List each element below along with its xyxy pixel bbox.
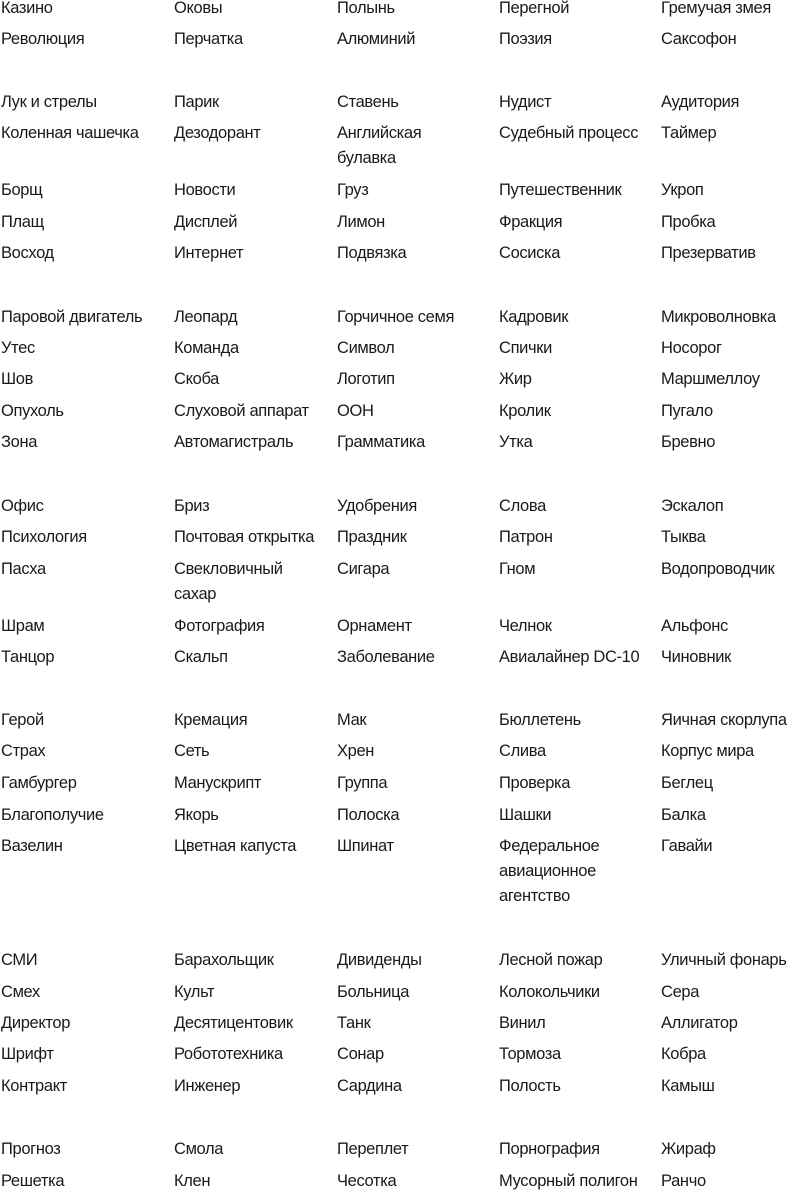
word-cell: Уличный фонарь <box>661 951 787 969</box>
word-cell: Казино <box>1 0 53 17</box>
word-cell: Офис <box>1 497 44 515</box>
word-cell: Лесной пожар <box>499 951 603 969</box>
word-row <box>0 708 790 734</box>
word-cell: Барахольщик <box>174 951 274 969</box>
word-cell: Кремация <box>174 711 248 729</box>
word-row <box>0 1074 790 1100</box>
word-cell: Балка <box>661 806 706 824</box>
word-cell: Инженер <box>174 1077 241 1095</box>
word-row <box>0 1137 790 1163</box>
word-cell: Патрон <box>499 528 553 546</box>
word-cell: Аллигатор <box>661 1014 738 1032</box>
word-cell: Авиалайнер DC-10 <box>499 648 640 666</box>
word-cell: Носорог <box>661 339 722 357</box>
word-cell: Яичная скорлупа <box>661 711 787 729</box>
word-cell: Культ <box>174 983 215 1001</box>
word-cell: Ранчо <box>661 1172 706 1190</box>
word-cell: Винил <box>499 1014 546 1032</box>
word-row <box>0 305 790 331</box>
word-cell: Порнография <box>499 1140 600 1158</box>
word-cell: Интернет <box>174 244 244 262</box>
word-cell: Сера <box>661 983 700 1001</box>
word-cell: Презерватив <box>661 244 756 262</box>
word-cell: Робототехника <box>174 1045 283 1063</box>
word-cell: Мак <box>337 711 367 729</box>
word-cell: Манускрипт <box>174 774 262 792</box>
word-row <box>0 367 790 393</box>
word-cell: Тыква <box>661 528 706 546</box>
word-cell: Праздник <box>337 528 407 546</box>
word-cell: Колокольчики <box>499 983 600 1001</box>
word-cell: Эскалоп <box>661 497 724 515</box>
word-cell: Борщ <box>1 181 43 199</box>
word-row <box>0 803 790 829</box>
word-cell: Проверка <box>499 774 571 792</box>
word-cell: Кадровик <box>499 308 569 326</box>
word-cell: Гавайи <box>661 837 713 855</box>
word-row <box>0 739 790 765</box>
word-cell: Ставень <box>337 93 399 111</box>
word-cell: Судебный процесс <box>499 124 639 142</box>
word-cell: Благополучие <box>1 806 104 824</box>
word-cell: Кролик <box>499 402 551 420</box>
word-cell: Микроволновка <box>661 308 776 326</box>
word-row <box>0 241 790 267</box>
word-cell: Почтовая открытка <box>174 528 315 546</box>
word-row <box>0 336 790 362</box>
word-cell: Саксофон <box>661 30 737 48</box>
word-cell: Директор <box>1 1014 71 1032</box>
word-cell: Леопард <box>174 308 238 326</box>
word-cell: Удобрения <box>337 497 417 515</box>
word-cell: Жир <box>499 370 532 388</box>
word-row <box>0 948 790 974</box>
word-row <box>0 1169 790 1195</box>
word-cell: Герой <box>1 711 44 729</box>
word-cell: СМИ <box>1 951 38 969</box>
word-row <box>0 0 790 22</box>
word-cell: Чиновник <box>661 648 732 666</box>
word-cell: Парик <box>174 93 219 111</box>
word-row <box>0 557 790 603</box>
word-cell: Символ <box>337 339 395 357</box>
word-row <box>0 834 790 905</box>
word-cell: Смех <box>1 983 40 1001</box>
word-row <box>0 645 790 671</box>
word-cell: Гремучая змея <box>661 0 771 17</box>
word-row <box>0 494 790 520</box>
word-cell: Алюминий <box>337 30 416 48</box>
word-cell: Беглец <box>661 774 713 792</box>
word-cell: Путешественник <box>499 181 622 199</box>
word-cell: Таймер <box>661 124 717 142</box>
word-cell: Прогноз <box>1 1140 61 1158</box>
word-cell: Дисплей <box>174 213 238 231</box>
word-row <box>0 980 790 1006</box>
word-cell: Решетка <box>1 1172 65 1190</box>
word-cell: Танк <box>337 1014 371 1032</box>
word-cell: Груз <box>337 181 369 199</box>
word-cell: Скоба <box>174 370 219 388</box>
word-cell: Бриз <box>174 497 210 515</box>
word-cell: Оковы <box>174 0 223 17</box>
word-cell: Корпус мира <box>661 742 754 760</box>
word-cell: Сигара <box>337 560 390 578</box>
word-cell: Подвязка <box>337 244 407 262</box>
word-row <box>0 430 790 456</box>
word-row <box>0 178 790 204</box>
word-cell: Полоска <box>337 806 400 824</box>
word-cell: Дезодорант <box>174 124 261 142</box>
word-cell: Утка <box>499 433 533 451</box>
word-cell: Цветная капуста <box>174 837 297 855</box>
word-cell: Федеральное авиационное агентство <box>499 837 600 905</box>
word-cell: Челнок <box>499 617 552 635</box>
word-cell: Команда <box>174 339 239 357</box>
word-cell: Революция <box>1 30 85 48</box>
word-cell: Шов <box>1 370 34 388</box>
word-cell: Клен <box>174 1172 211 1190</box>
word-cell: Вазелин <box>1 837 63 855</box>
word-cell: Якорь <box>174 806 219 824</box>
word-cell: Сеть <box>174 742 210 760</box>
word-cell: Слова <box>499 497 546 515</box>
word-cell: Бревно <box>661 433 716 451</box>
word-cell: Паровой двигатель <box>1 308 143 326</box>
word-cell: Шашки <box>499 806 552 824</box>
word-cell: Грамматика <box>337 433 425 451</box>
word-cell: Зона <box>1 433 38 451</box>
word-row <box>0 614 790 640</box>
word-cell: Лимон <box>337 213 385 231</box>
word-cell: Плащ <box>1 213 44 231</box>
word-cell: Кобра <box>661 1045 706 1063</box>
word-cell: Перегной <box>499 0 570 17</box>
word-cell: Горчичное семя <box>337 308 455 326</box>
word-cell: ООН <box>337 402 374 420</box>
word-cell: Танцор <box>1 648 55 666</box>
word-cell: Орнамент <box>337 617 412 635</box>
word-cell: Восход <box>1 244 54 262</box>
word-cell: Слуховой аппарат <box>174 402 309 420</box>
word-cell: Переплет <box>337 1140 409 1158</box>
word-row <box>0 210 790 236</box>
word-cell: Перчатка <box>174 30 243 48</box>
word-cell: Психология <box>1 528 87 546</box>
word-cell: Новости <box>174 181 236 199</box>
word-cell: Десятицентовик <box>174 1014 293 1032</box>
word-row <box>0 90 790 116</box>
word-row <box>0 1042 790 1068</box>
word-row <box>0 525 790 551</box>
word-cell: Шрифт <box>1 1045 54 1063</box>
word-row <box>0 771 790 797</box>
word-cell: Полость <box>499 1077 561 1095</box>
word-cell: Гном <box>499 560 536 578</box>
word-cell: Полынь <box>337 0 395 17</box>
word-cell: Автомагистраль <box>174 433 294 451</box>
word-cell: Чесотка <box>337 1172 397 1190</box>
word-cell: Альфонс <box>661 617 728 635</box>
word-cell: Шпинат <box>337 837 394 855</box>
word-cell: Бюллетень <box>499 711 581 729</box>
word-cell: Утес <box>1 339 35 357</box>
word-cell: Хрен <box>337 742 375 760</box>
word-cell: Пасха <box>1 560 46 578</box>
word-cell: Больница <box>337 983 410 1001</box>
word-cell: Жираф <box>661 1140 716 1158</box>
word-cell: Группа <box>337 774 388 792</box>
word-cell: Страх <box>1 742 46 760</box>
word-cell: Английская булавка <box>337 124 422 167</box>
word-cell: Сардина <box>337 1077 402 1095</box>
word-row <box>0 121 790 167</box>
word-cell: Пробка <box>661 213 716 231</box>
word-cell: Дивиденды <box>337 951 422 969</box>
word-cell: Мусорный полигон <box>499 1172 638 1190</box>
word-cell: Водопроводчик <box>661 560 775 578</box>
word-cell: Шрам <box>1 617 45 635</box>
word-cell: Логотип <box>337 370 395 388</box>
word-cell: Маршмеллоу <box>661 370 760 388</box>
word-cell: Лук и стрелы <box>1 93 97 111</box>
word-cell: Контракт <box>1 1077 67 1095</box>
word-cell: Гамбургер <box>1 774 77 792</box>
word-cell: Фотография <box>174 617 265 635</box>
word-cell: Сосиска <box>499 244 561 262</box>
word-cell: Заболевание <box>337 648 435 666</box>
word-cell: Сонар <box>337 1045 384 1063</box>
word-cell: Фракция <box>499 213 563 231</box>
word-row <box>0 399 790 425</box>
word-cell: Скальп <box>174 648 228 666</box>
word-cell: Поэзия <box>499 30 552 48</box>
word-cell: Камыш <box>661 1077 715 1095</box>
word-cell: Опухоль <box>1 402 64 420</box>
word-cell: Смола <box>174 1140 224 1158</box>
word-cell: Свекловичный сахар <box>174 560 283 603</box>
word-row <box>0 27 790 53</box>
word-cell: Аудитория <box>661 93 740 111</box>
word-cell: Укроп <box>661 181 704 199</box>
word-cell: Коленная чашечка <box>1 124 139 142</box>
word-cell: Спички <box>499 339 552 357</box>
word-row <box>0 1011 790 1037</box>
word-cell: Нудист <box>499 93 552 111</box>
word-cell: Тормоза <box>499 1045 561 1063</box>
word-cell: Слива <box>499 742 546 760</box>
word-cell: Пугало <box>661 402 713 420</box>
